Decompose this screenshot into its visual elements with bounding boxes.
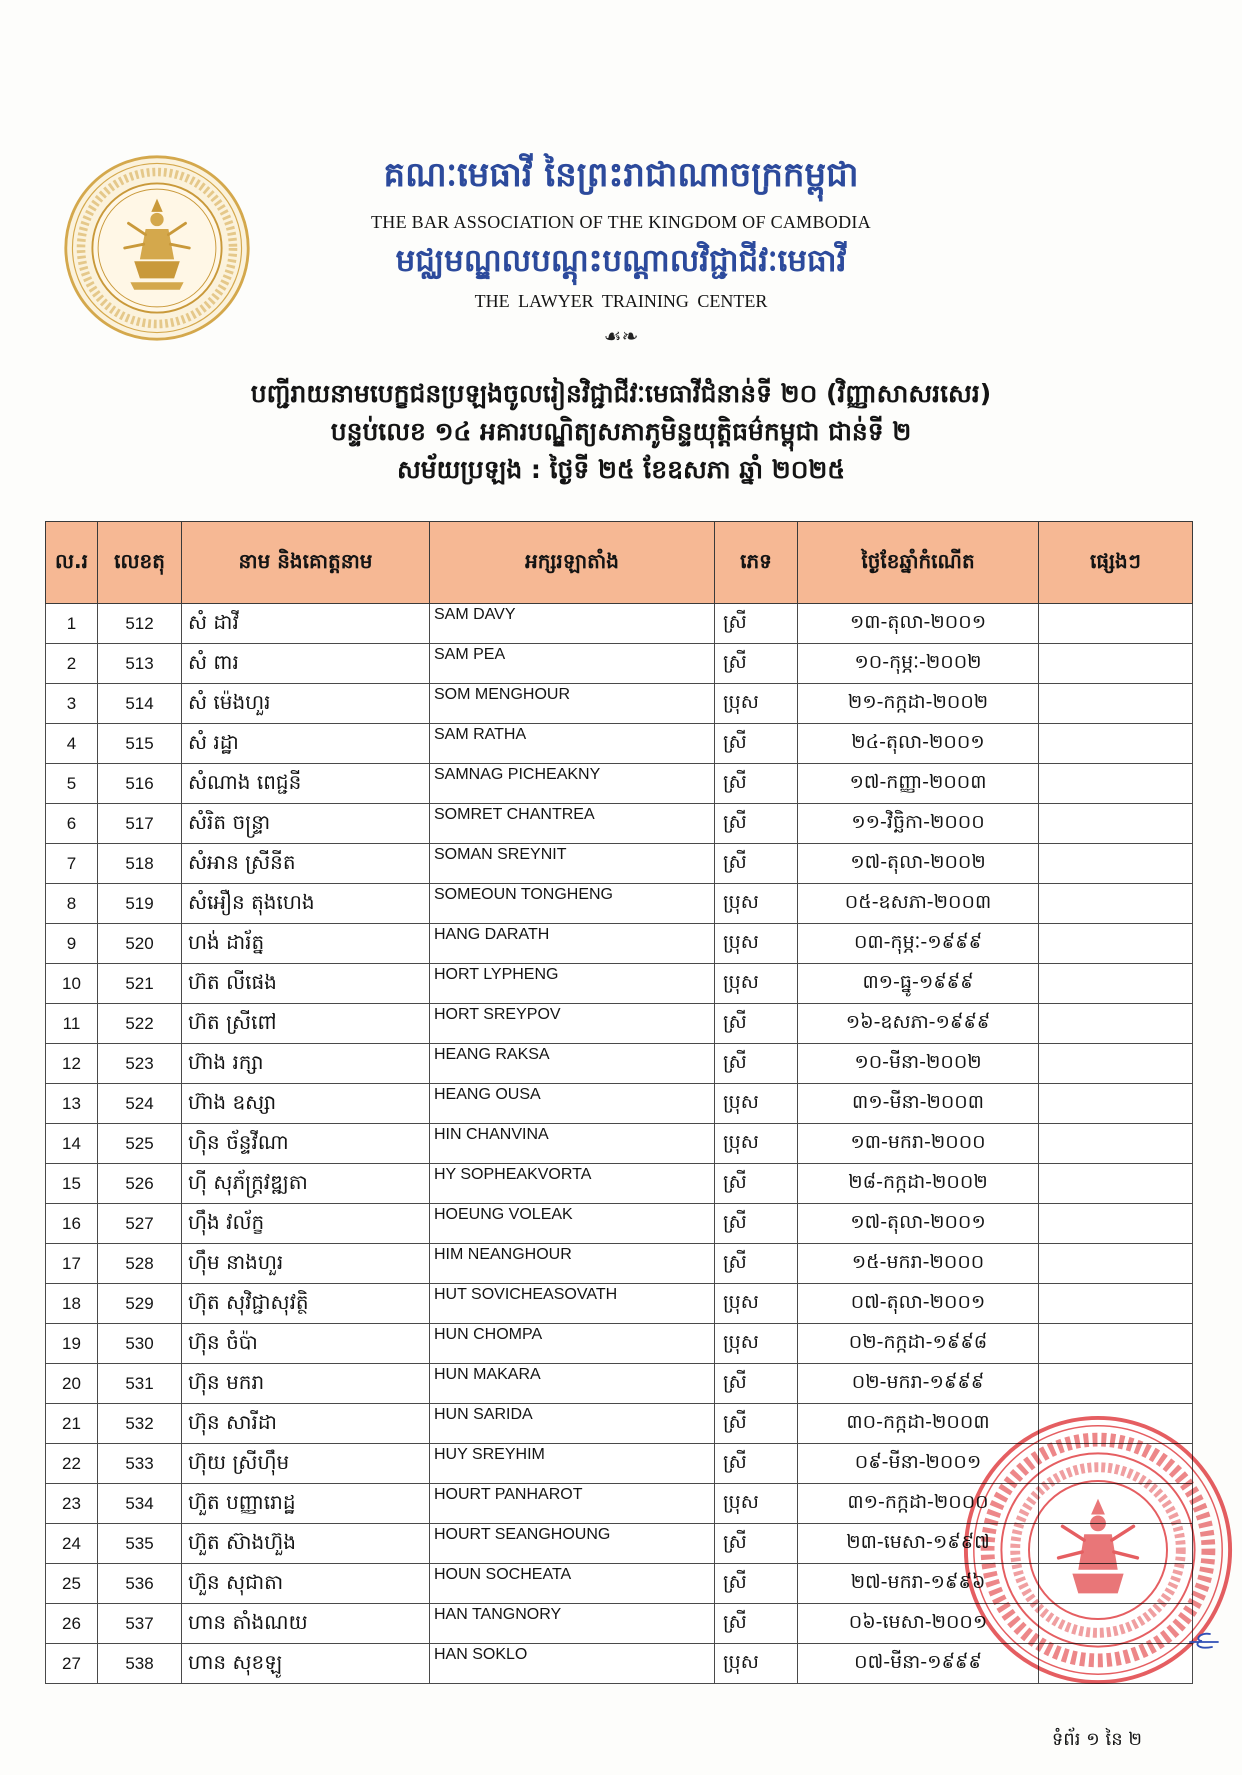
cell-sex: ប្រុស bbox=[715, 1324, 798, 1364]
cell-desk: 518 bbox=[98, 844, 182, 884]
cell-dob: ២៨-កក្កដា-២០០២ bbox=[798, 1164, 1039, 1204]
cell-note bbox=[1039, 1124, 1193, 1164]
cell-dob: ០៧-តុលា-២០០១ bbox=[798, 1284, 1039, 1324]
cell-name-kh: ហ៊ុយ ស្រីហ៊ឹម bbox=[182, 1444, 430, 1484]
cell-name-latin: HAN TANGNORY bbox=[430, 1604, 715, 1644]
cell-desk: 515 bbox=[98, 724, 182, 764]
cell-note bbox=[1039, 1164, 1193, 1204]
cell-name-latin: HOURT SEANGHOUNG bbox=[430, 1524, 715, 1564]
column-header-name-latin: អក្សរឡាតាំង bbox=[430, 522, 715, 604]
cell-name-kh: ហង់ ដារ័ត្ន bbox=[182, 924, 430, 964]
cell-desk: 525 bbox=[98, 1124, 182, 1164]
table-row bbox=[46, 844, 1193, 884]
table-row bbox=[46, 884, 1193, 924]
cell-name-latin: SOMRET CHANTREA bbox=[430, 804, 715, 844]
cell-desk: 516 bbox=[98, 764, 182, 804]
table-row bbox=[46, 1004, 1193, 1044]
cell-sex: ស្រី bbox=[715, 804, 798, 844]
cell-name-kh: ហ៊ត ស្រីពៅ bbox=[182, 1004, 430, 1044]
table-row bbox=[46, 804, 1193, 844]
cell-dob: ១០-កុម្ភៈ-២០០២ bbox=[798, 644, 1039, 684]
cell-name-kh: ហ៊ិន ច័ន្ទវីណា bbox=[182, 1124, 430, 1164]
column-header-no: ល.រ bbox=[46, 522, 98, 604]
signature-mark-icon bbox=[1188, 1630, 1220, 1652]
cell-sex: ស្រី bbox=[715, 1004, 798, 1044]
cell-sex: ប្រុស bbox=[715, 964, 798, 1004]
cell-dob: ១៧-តុលា-២០០២ bbox=[798, 844, 1039, 884]
cell-no: 2 bbox=[46, 644, 98, 684]
cell-sex: ប្រុស bbox=[715, 1644, 798, 1684]
cell-no: 10 bbox=[46, 964, 98, 1004]
cell-sex: ស្រី bbox=[715, 1164, 798, 1204]
cell-name-latin: SOMAN SREYNIT bbox=[430, 844, 715, 884]
cell-name-kh: សំ រដ្ឋា bbox=[182, 724, 430, 764]
cell-name-latin: HANG DARATH bbox=[430, 924, 715, 964]
cell-note bbox=[1039, 644, 1193, 684]
cell-dob: ០២-មករា-១៩៩៩ bbox=[798, 1364, 1039, 1404]
cell-dob: ១៧-កញ្ញា-២០០៣ bbox=[798, 764, 1039, 804]
cell-desk: 521 bbox=[98, 964, 182, 1004]
cell-note bbox=[1039, 844, 1193, 884]
cell-name-kh: សំ ពារ bbox=[182, 644, 430, 684]
table-row bbox=[46, 724, 1193, 764]
cell-dob: ២៤-តុលា-២០០១ bbox=[798, 724, 1039, 764]
cell-name-kh: ហ៊ុន មករា bbox=[182, 1364, 430, 1404]
cell-desk: 528 bbox=[98, 1244, 182, 1284]
divider-ornament bbox=[0, 323, 1242, 349]
cell-name-kh: ហ៊ួត បញ្ញារោដ្ឋ bbox=[182, 1484, 430, 1524]
cell-dob: ០៣-កុម្ភៈ-១៩៩៩ bbox=[798, 924, 1039, 964]
cell-name-kh: ហ៊ុន ចំប៉ា bbox=[182, 1324, 430, 1364]
cell-note bbox=[1039, 764, 1193, 804]
cell-note bbox=[1039, 1284, 1193, 1324]
cell-no: 13 bbox=[46, 1084, 98, 1124]
cell-note bbox=[1039, 964, 1193, 1004]
cell-note bbox=[1039, 1044, 1193, 1084]
cell-name-latin: HIM NEANGHOUR bbox=[430, 1244, 715, 1284]
cell-dob: ១៣-មករា-២០០០ bbox=[798, 1124, 1039, 1164]
cell-sex: ប្រុស bbox=[715, 1284, 798, 1324]
cell-dob: ១៣-តុលា-២០០១ bbox=[798, 604, 1039, 644]
page-number: ទំព័រ ១ នៃ ២ bbox=[1051, 1729, 1142, 1750]
cell-note bbox=[1039, 884, 1193, 924]
cell-name-latin: HIN CHANVINA bbox=[430, 1124, 715, 1164]
column-header-name-khmer: នាម និងគោត្តនាម bbox=[182, 522, 430, 604]
cell-dob: ០៩-មីនា-២០០១ bbox=[798, 1444, 1039, 1484]
table-row bbox=[46, 1324, 1193, 1364]
table-row bbox=[46, 684, 1193, 724]
cell-name-latin: HORT SREYPOV bbox=[430, 1004, 715, 1044]
cell-desk: 529 bbox=[98, 1284, 182, 1324]
cell-dob: ៣១-មីនា-២០០៣ bbox=[798, 1084, 1039, 1124]
cell-name-kh: សំ ដាវី bbox=[182, 604, 430, 644]
cell-no: 15 bbox=[46, 1164, 98, 1204]
cell-sex: ប្រុស bbox=[715, 924, 798, 964]
cell-note bbox=[1039, 1004, 1193, 1044]
cell-sex: ប្រុស bbox=[715, 1084, 798, 1124]
cell-name-kh: សំ ម៉េងហួរ bbox=[182, 684, 430, 724]
cell-sex: ស្រី bbox=[715, 1244, 798, 1284]
cell-sex: ស្រី bbox=[715, 764, 798, 804]
exam-session-date: សម័យប្រឡង : ថ្ងៃទី ២៥ ខែឧសភា ឆ្នាំ ២០២៥ bbox=[396, 455, 846, 484]
divider-ornament-icon bbox=[604, 324, 639, 348]
cell-name-latin: HUY SREYHIM bbox=[430, 1444, 715, 1484]
cell-sex: ប្រុស bbox=[715, 684, 798, 724]
cell-desk: 527 bbox=[98, 1204, 182, 1244]
cell-sex: ស្រី bbox=[715, 644, 798, 684]
cell-no: 27 bbox=[46, 1644, 98, 1684]
cell-name-kh: ហាន សុខឡូ bbox=[182, 1644, 430, 1684]
cell-desk: 514 bbox=[98, 684, 182, 724]
cell-desk: 522 bbox=[98, 1004, 182, 1044]
cell-name-latin: HUT SOVICHEASOVATH bbox=[430, 1284, 715, 1324]
cell-name-kh: ហ៊ុត សុវិជ្ជាសុវត្ថិ bbox=[182, 1284, 430, 1324]
cell-dob: ២៧-មករា-១៩៩៦ bbox=[798, 1564, 1039, 1604]
cell-desk: 536 bbox=[98, 1564, 182, 1604]
cell-note bbox=[1039, 1324, 1193, 1364]
table-row bbox=[46, 1044, 1193, 1084]
cell-no: 16 bbox=[46, 1204, 98, 1244]
cell-no: 22 bbox=[46, 1444, 98, 1484]
cell-note bbox=[1039, 1364, 1193, 1404]
cell-name-latin: HUN MAKARA bbox=[430, 1364, 715, 1404]
cell-desk: 533 bbox=[98, 1444, 182, 1484]
cell-dob: ១០-មីនា-២០០២ bbox=[798, 1044, 1039, 1084]
cell-no: 25 bbox=[46, 1564, 98, 1604]
cell-sex: ស្រី bbox=[715, 1204, 798, 1244]
cell-sex: ស្រី bbox=[715, 1524, 798, 1564]
cell-no: 5 bbox=[46, 764, 98, 804]
cell-no: 24 bbox=[46, 1524, 98, 1564]
cell-dob: ០៦-មេសា-២០០១ bbox=[798, 1604, 1039, 1644]
org-name-english: THE BAR ASSOCIATION OF THE KINGDOM OF CAMBODIA bbox=[370, 212, 871, 232]
cell-dob: ១៧-តុលា-២០០១ bbox=[798, 1204, 1039, 1244]
cell-no: 17 bbox=[46, 1244, 98, 1284]
exam-room-location: បន្ទប់លេខ ១៤ អគារបណ្ឌិត្យសភាភូមិន្ទយុត្តិធម៌កម្ពុជា ជាន់ទី ២ bbox=[330, 417, 912, 446]
cell-sex: ស្រី bbox=[715, 844, 798, 884]
cell-name-kh: ហ៊ុន សារីដា bbox=[182, 1404, 430, 1444]
training-center-english: THE LAWYER TRAINING CENTER bbox=[474, 291, 768, 311]
cell-name-kh: ហាន តាំងណយ bbox=[182, 1604, 430, 1644]
cell-name-kh: ហ៊ួត ស៊ាងហ៊ួង bbox=[182, 1524, 430, 1564]
cell-sex: ប្រុស bbox=[715, 884, 798, 924]
table-header-row bbox=[46, 522, 1193, 604]
cell-name-latin: HORT LYPHENG bbox=[430, 964, 715, 1004]
cell-dob: ០២-កក្កដា-១៩៩៨ bbox=[798, 1324, 1039, 1364]
table-row bbox=[46, 644, 1193, 684]
document-title: បញ្ជីរាយនាមបេក្ខជនប្រឡងចូលរៀនវិជ្ជាជីវៈមេធាវីជំនាន់ទី ២០ (វិញ្ញាសាសរសេរ) bbox=[250, 379, 992, 408]
cell-no: 3 bbox=[46, 684, 98, 724]
cell-no: 26 bbox=[46, 1604, 98, 1644]
cell-no: 18 bbox=[46, 1284, 98, 1324]
cell-desk: 524 bbox=[98, 1084, 182, 1124]
cell-name-latin: SAMNAG PICHEAKNY bbox=[430, 764, 715, 804]
cell-dob: ២៣-មេសា-១៩៩៧ bbox=[798, 1524, 1039, 1564]
cell-no: 4 bbox=[46, 724, 98, 764]
cell-sex: ស្រី bbox=[715, 1604, 798, 1644]
cell-name-latin: SAM RATHA bbox=[430, 724, 715, 764]
cell-dob: ៣១-កក្កដា-២០០០ bbox=[798, 1484, 1039, 1524]
cell-no: 8 bbox=[46, 884, 98, 924]
cell-name-kh: សំណាង ពេជ្ជនី bbox=[182, 764, 430, 804]
cell-name-kh: សំអឿន តុងហេង bbox=[182, 884, 430, 924]
table-row bbox=[46, 764, 1193, 804]
table-row bbox=[46, 604, 1193, 644]
cell-name-latin: HOEUNG VOLEAK bbox=[430, 1204, 715, 1244]
cell-desk: 534 bbox=[98, 1484, 182, 1524]
cell-no: 14 bbox=[46, 1124, 98, 1164]
cell-no: 20 bbox=[46, 1364, 98, 1404]
cell-sex: ស្រី bbox=[715, 1364, 798, 1404]
cell-desk: 519 bbox=[98, 884, 182, 924]
column-header-sex: ភេទ bbox=[715, 522, 798, 604]
cell-desk: 526 bbox=[98, 1164, 182, 1204]
cell-dob: ១៦-ឧសភា-១៩៩៩ bbox=[798, 1004, 1039, 1044]
cell-sex: ស្រី bbox=[715, 1564, 798, 1604]
cell-dob: ០៥-ឧសភា-២០០៣ bbox=[798, 884, 1039, 924]
cell-name-kh: សំរិត ចន្ទ្រា bbox=[182, 804, 430, 844]
cell-no: 21 bbox=[46, 1404, 98, 1444]
cell-dob: ៣១-ធ្នូ-១៩៩៩ bbox=[798, 964, 1039, 1004]
table-row bbox=[46, 1084, 1193, 1124]
cell-name-kh: ហ៊ួន សុជាតា bbox=[182, 1564, 430, 1604]
cell-dob: ៣០-កក្កដា-២០០៣ bbox=[798, 1404, 1039, 1444]
cell-sex: ស្រី bbox=[715, 604, 798, 644]
cell-name-latin: HY SOPHEAKVORTA bbox=[430, 1164, 715, 1204]
cell-name-latin: HEANG OUSA bbox=[430, 1084, 715, 1124]
cell-dob: ២១-កក្កដា-២០០២ bbox=[798, 684, 1039, 724]
cell-sex: ប្រុស bbox=[715, 1484, 798, 1524]
table-row bbox=[46, 964, 1193, 1004]
cell-desk: 512 bbox=[98, 604, 182, 644]
cell-name-kh: ហ៊ី សុភ័ក្ត្រវឌ្ឍតា bbox=[182, 1164, 430, 1204]
cell-note bbox=[1039, 604, 1193, 644]
cell-name-latin: SAM PEA bbox=[430, 644, 715, 684]
column-header-date-of-birth: ថ្ងៃខែឆ្នាំកំណើត bbox=[798, 522, 1039, 604]
table-row bbox=[46, 1284, 1193, 1324]
cell-dob: ១១-វិច្ឆិកា-២០០០ bbox=[798, 804, 1039, 844]
cell-note bbox=[1039, 684, 1193, 724]
cell-sex: ស្រី bbox=[715, 1444, 798, 1484]
cell-no: 12 bbox=[46, 1044, 98, 1084]
cell-name-kh: ហ៊ាង ឧស្សា bbox=[182, 1084, 430, 1124]
cell-desk: 513 bbox=[98, 644, 182, 684]
cell-sex: ស្រី bbox=[715, 1044, 798, 1084]
cell-name-latin: HUN SARIDA bbox=[430, 1404, 715, 1444]
cell-sex: ប្រុស bbox=[715, 1124, 798, 1164]
cell-sex: ស្រី bbox=[715, 1404, 798, 1444]
cell-dob: ០៧-មីនា-១៩៩៩ bbox=[798, 1644, 1039, 1684]
cell-name-latin: SOMEOUN TONGHENG bbox=[430, 884, 715, 924]
column-header-desk: លេខតុ bbox=[98, 522, 182, 604]
cell-no: 19 bbox=[46, 1324, 98, 1364]
cell-desk: 520 bbox=[98, 924, 182, 964]
cell-name-latin: SAM DAVY bbox=[430, 604, 715, 644]
cell-name-latin: HOUN SOCHEATA bbox=[430, 1564, 715, 1604]
cell-note bbox=[1039, 924, 1193, 964]
cell-desk: 537 bbox=[98, 1604, 182, 1644]
cell-name-kh: ហ៊ត លីផេង bbox=[182, 964, 430, 1004]
training-center-khmer: មជ្ឈមណ្ឌលបណ្តុះបណ្តាលវិជ្ជាជីវៈមេធាវី bbox=[395, 243, 847, 279]
cell-name-kh: សំអាន ស្រីនីត bbox=[182, 844, 430, 884]
table-row bbox=[46, 1164, 1193, 1204]
cell-note bbox=[1039, 1204, 1193, 1244]
cell-name-latin: HOURT PANHAROT bbox=[430, 1484, 715, 1524]
table-row bbox=[46, 1364, 1193, 1404]
cell-desk: 530 bbox=[98, 1324, 182, 1364]
cell-desk: 535 bbox=[98, 1524, 182, 1564]
cell-desk: 517 bbox=[98, 804, 182, 844]
table-row bbox=[46, 1204, 1193, 1244]
cell-sex: ស្រី bbox=[715, 724, 798, 764]
cell-note bbox=[1039, 804, 1193, 844]
cell-name-kh: ហ៊ាង រក្សា bbox=[182, 1044, 430, 1084]
cell-name-latin: SOM MENGHOUR bbox=[430, 684, 715, 724]
cell-no: 7 bbox=[46, 844, 98, 884]
cell-name-kh: ហ៊ឹម នាងហួរ bbox=[182, 1244, 430, 1284]
cell-name-latin: HEANG RAKSA bbox=[430, 1044, 715, 1084]
cell-name-latin: HAN SOKLO bbox=[430, 1644, 715, 1684]
cell-dob: ១៥-មករា-២០០០ bbox=[798, 1244, 1039, 1284]
table-row bbox=[46, 924, 1193, 964]
cell-no: 23 bbox=[46, 1484, 98, 1524]
cell-name-latin: HUN CHOMPA bbox=[430, 1324, 715, 1364]
cell-note bbox=[1039, 724, 1193, 764]
cell-note bbox=[1039, 1244, 1193, 1284]
cell-desk: 523 bbox=[98, 1044, 182, 1084]
table-row bbox=[46, 1244, 1193, 1284]
column-header-notes: ផ្សេងៗ bbox=[1039, 522, 1193, 604]
cell-desk: 538 bbox=[98, 1644, 182, 1684]
cell-no: 11 bbox=[46, 1004, 98, 1044]
cell-no: 9 bbox=[46, 924, 98, 964]
cell-desk: 532 bbox=[98, 1404, 182, 1444]
cell-no: 1 bbox=[46, 604, 98, 644]
cell-desk: 531 bbox=[98, 1364, 182, 1404]
cell-name-kh: ហ៊ឹង វល័ក្ខ bbox=[182, 1204, 430, 1244]
table-row bbox=[46, 1124, 1193, 1164]
org-name-khmer: គណៈមេធាវី នៃព្រះរាជាណាចក្រកម្ពុជា bbox=[383, 155, 859, 195]
cell-note bbox=[1039, 1084, 1193, 1124]
cell-no: 6 bbox=[46, 804, 98, 844]
